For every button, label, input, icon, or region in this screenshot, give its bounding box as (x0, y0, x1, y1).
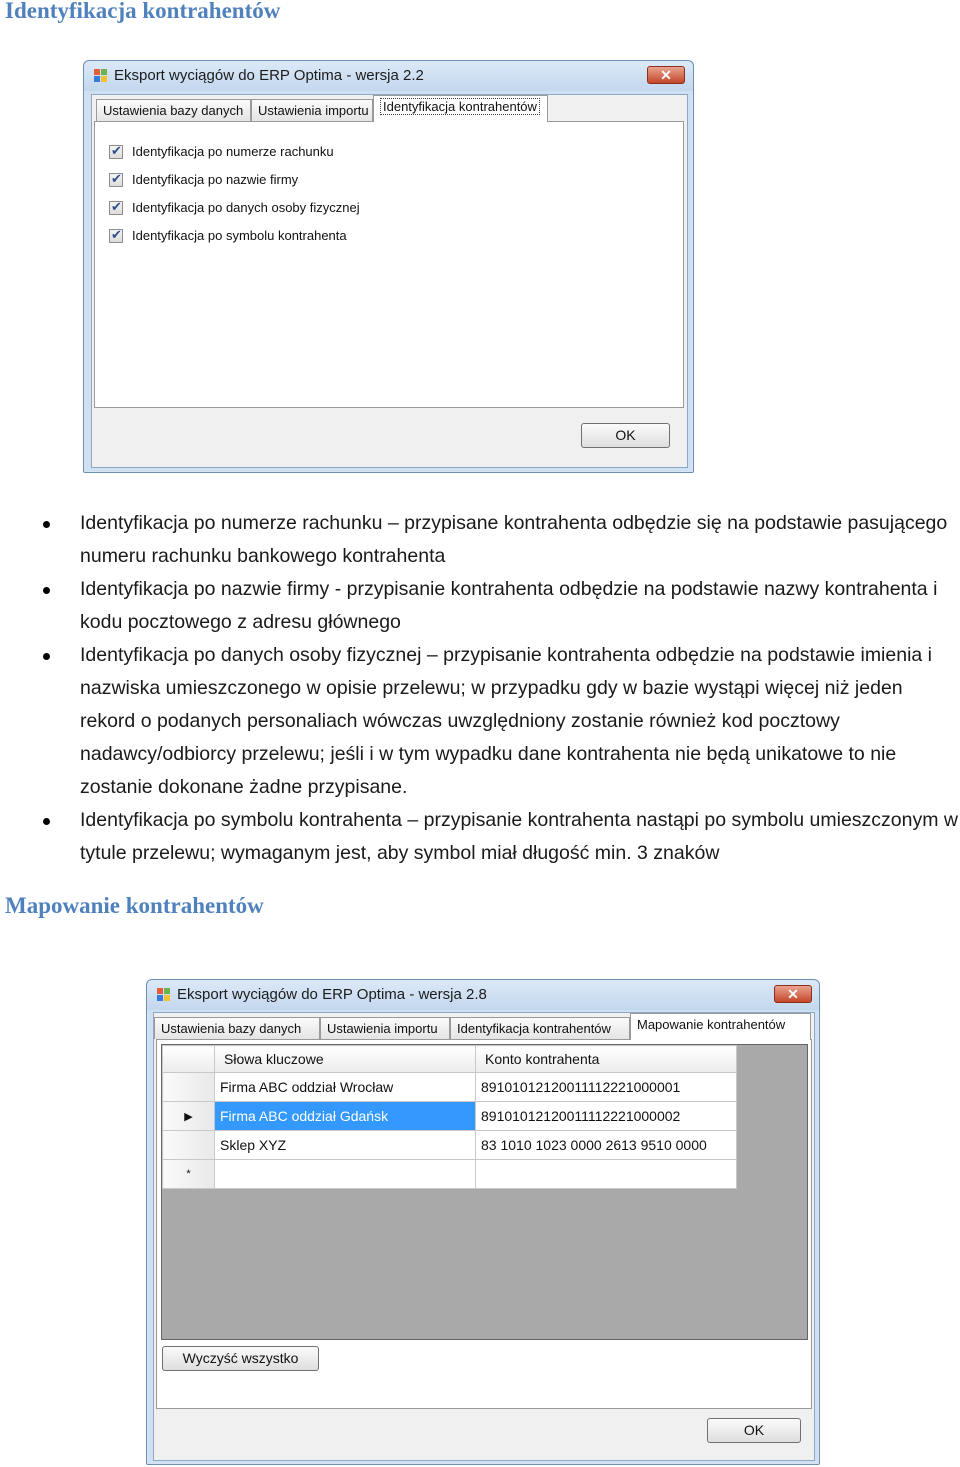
keyword-cell[interactable] (215, 1160, 476, 1189)
table-row-new[interactable] (163, 1160, 737, 1189)
clear-all-button[interactable]: Wyczyść wszystko (162, 1346, 319, 1371)
mapping-table (162, 1045, 737, 1189)
tab-database-settings[interactable]: Ustawienia bazy danych (154, 1017, 320, 1039)
table-row[interactable] (163, 1131, 737, 1160)
checkbox-label: Identyfikacja po danych osoby fizycznej (132, 200, 360, 215)
section-heading-identification: Identyfikacja kontrahentów (5, 0, 281, 23)
list-item: Identyfikacja po numerze rachunku – przypisane kontrahenta odbędzie się na podstawie pasującego numeru rachunku bankowego kontrahenta (40, 507, 960, 573)
close-icon[interactable]: ✕ (774, 985, 812, 1003)
account-cell[interactable] (476, 1160, 737, 1189)
tab-import-settings[interactable]: Ustawienia importu (320, 1017, 450, 1039)
checkbox-account-number[interactable] (109, 144, 334, 162)
export-window-v28 (146, 979, 820, 1465)
section-heading-mapping: Mapowanie kontrahentów (5, 893, 264, 918)
account-cell[interactable]: 89101012120011112221000002 (476, 1102, 737, 1131)
keyword-cell[interactable]: Firma ABC oddział Gdańsk (215, 1102, 476, 1131)
checkbox-label: Identyfikacja po nazwie firmy (132, 172, 299, 187)
close-icon[interactable]: ✕ (647, 66, 685, 84)
checkbox-checked-icon[interactable] (109, 229, 123, 243)
keyword-cell[interactable]: Firma ABC oddział Wrocław (215, 1073, 476, 1102)
checkbox-contractor-symbol[interactable] (109, 228, 347, 246)
list-item: Identyfikacja po danych osoby fizycznej – przypisanie kontrahenta odbędzie na podstawie imienia i nazwiska umieszczonego w opisie przelewu; w przypadku gdy w bazie wystąpi więcej niż jeden rekord o podanych personaliach wówczas uwzględniony zostanie również kod pocztowy nadawcy/odbiorcy przelewu; jeśli i w tym wypadku dane kontrahenta nie będą unikatowe to nie zostanie dokonane żadne przypisane. (40, 639, 960, 804)
table-row[interactable] (163, 1073, 737, 1102)
grid-header-row (163, 1046, 737, 1073)
window-client (153, 1012, 815, 1461)
tab-import-settings[interactable]: Ustawienia importu (251, 99, 373, 121)
mapping-panel (156, 1039, 812, 1409)
row-header-corner (163, 1046, 215, 1073)
checkbox-checked-icon[interactable] (109, 145, 123, 159)
row-header[interactable] (163, 1131, 215, 1160)
table-row-selected[interactable] (163, 1102, 737, 1131)
checkbox-label: Identyfikacja po numerze rachunku (132, 144, 334, 159)
title-bar[interactable] (147, 980, 819, 1010)
tab-label: Identyfikacja kontrahentów (380, 98, 540, 115)
column-header-account[interactable]: Konto kontrahenta (476, 1046, 737, 1073)
tab-strip (92, 95, 687, 121)
tab-strip (154, 1013, 814, 1039)
account-cell[interactable]: 83 1010 1023 0000 2613 9510 0000 (476, 1131, 737, 1160)
mapping-grid[interactable] (161, 1044, 808, 1340)
row-header[interactable] (163, 1073, 215, 1102)
account-cell[interactable]: 89101012120011112221000001 (476, 1073, 737, 1102)
identification-panel (94, 121, 684, 408)
checkbox-checked-icon[interactable] (109, 201, 123, 215)
window-title: Eksport wyciągów do ERP Optima - wersja 2.2 (114, 67, 424, 84)
title-bar[interactable] (84, 61, 693, 91)
keyword-cell[interactable]: Sklep XYZ (215, 1131, 476, 1160)
app-icon (157, 988, 171, 1002)
list-item: Identyfikacja po symbolu kontrahenta – przypisanie kontrahenta nastąpi po symbolu umieszczonym w tytule przelewu; wymaganym jest, aby symbol miał długość min. 3 znaków (40, 804, 960, 870)
ok-button[interactable]: OK (707, 1418, 801, 1443)
export-window-v22 (83, 60, 694, 473)
tab-contractor-identification[interactable]: Identyfikacja kontrahentów (450, 1017, 630, 1039)
tab-contractor-mapping[interactable]: Mapowanie kontrahentów (630, 1013, 811, 1040)
current-row-arrow-icon[interactable]: ▶ (163, 1102, 215, 1131)
checkbox-checked-icon[interactable] (109, 173, 123, 187)
ok-button[interactable]: OK (581, 423, 670, 448)
checkbox-company-name[interactable] (109, 172, 298, 190)
checkbox-label: Identyfikacja po symbolu kontrahenta (132, 228, 347, 243)
window-client (91, 94, 688, 468)
app-icon (94, 69, 108, 83)
checkbox-person-data[interactable] (109, 200, 360, 218)
tab-database-settings[interactable]: Ustawienia bazy danych (96, 99, 251, 121)
window-title: Eksport wyciągów do ERP Optima - wersja 2.8 (177, 986, 487, 1003)
identification-methods-list (40, 507, 960, 870)
new-row-asterisk-icon[interactable]: * (163, 1160, 215, 1189)
list-item: Identyfikacja po nazwie firmy - przypisanie kontrahenta odbędzie na podstawie nazwy kontrahenta i kodu pocztowego z adresu głównego (40, 573, 960, 639)
tab-contractor-identification[interactable] (373, 95, 548, 122)
column-header-keywords[interactable]: Słowa kluczowe (215, 1046, 476, 1073)
